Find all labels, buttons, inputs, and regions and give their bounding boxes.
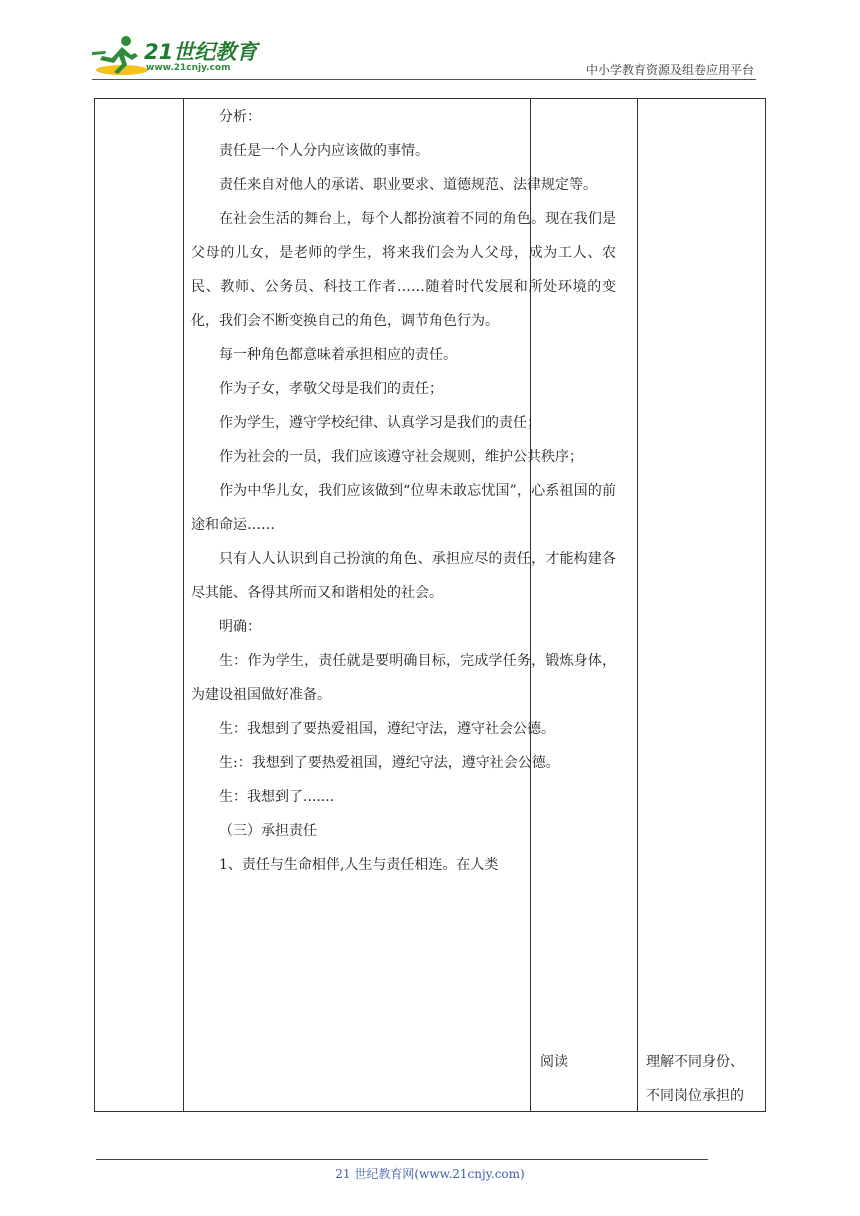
paragraph-responsibility-definition: 责任是一个人分内应该做的事情。 <box>219 143 429 159</box>
paragraph-as-students: 作为学生，遵守学校纪律、认真学习是我们的责任； <box>219 415 541 431</box>
design-intent-line-1: 理解不同身份、 <box>646 1054 744 1070</box>
paragraph-as-society-member: 作为社会的一员，我们应该遵守社会规则，维护公共秩序； <box>219 449 583 465</box>
student-activity-cell: 阅读 <box>540 1054 568 1070</box>
site-logo[interactable] <box>92 34 267 80</box>
paragraph-student-answer-4: 生：我想到了....... <box>219 789 335 805</box>
teaching-content-cell <box>191 100 616 882</box>
table-right-border <box>765 98 766 1112</box>
paragraph-as-chinese: 作为中华儿女，我们应该做到“位卑未敢忘忧国”，心系祖国的前途和命运…… <box>191 483 616 533</box>
paragraph-responsibility-source: 责任来自对他人的承诺、职业要求、道德规范、法律规定等。 <box>219 177 597 193</box>
logo-url: www.21cnjy.com <box>146 63 231 73</box>
paragraph-role-responsibility: 每一种角色都意味着承担相应的责任。 <box>219 347 457 363</box>
column-divider-1 <box>183 98 184 1112</box>
header-divider <box>92 79 756 80</box>
column-divider-3 <box>637 98 638 1112</box>
paragraph-life-and-responsibility: 1、责任与生命相伴,人生与责任相连。在人类 <box>219 857 499 873</box>
paragraph-clarify: 明确： <box>219 619 261 635</box>
paragraph-harmonious-society: 只有人人认识到自己扮演的角色、承担应尽的责任，才能构建各尽其能、各得其所而又和谐相处的社会。 <box>191 551 616 601</box>
footer-link[interactable]: 21 世纪教育网(www.21cnjy.com) <box>335 1167 525 1181</box>
paragraph-analysis: 分析： <box>219 109 261 125</box>
section-heading-bear-responsibility: （三）承担责任 <box>219 823 317 839</box>
paragraph-as-children: 作为子女，孝敬父母是我们的责任； <box>219 381 443 397</box>
paragraph-student-answer-2: 生：我想到了要热爱祖国，遵纪守法，遵守社会公德。 <box>219 721 555 737</box>
paragraph-student-answer-1: 生：作为学生，责任就是要明确目标，完成学任务，锻炼身体，为建设祖国做好准备。 <box>191 653 616 703</box>
runner-logo-icon <box>92 34 148 78</box>
header-slogan: 中小学教育资源及组卷应用平台 <box>585 63 754 77</box>
table-top-border <box>94 98 766 99</box>
page-header <box>0 0 860 90</box>
paragraph-social-roles: 在社会生活的舞台上，每个人都扮演着不同的角色。现在我们是父母的儿女，是老师的学生，将来我们会为人父母，成为工人、农民、教师、公务员、科技工作者……随着时代发展和所处环境的变化，我们会不断变换自己的角色，调节角色行为。 <box>191 211 616 329</box>
paragraph-student-answer-3: 生:：我想到了要热爱祖国，遵纪守法，遵守社会公德。 <box>219 755 560 771</box>
table-left-border <box>94 98 95 1112</box>
logo-text: 21世纪教育 <box>144 40 258 64</box>
footer-divider <box>96 1159 708 1160</box>
design-intent-line-2: 不同岗位承担的 <box>646 1088 744 1104</box>
